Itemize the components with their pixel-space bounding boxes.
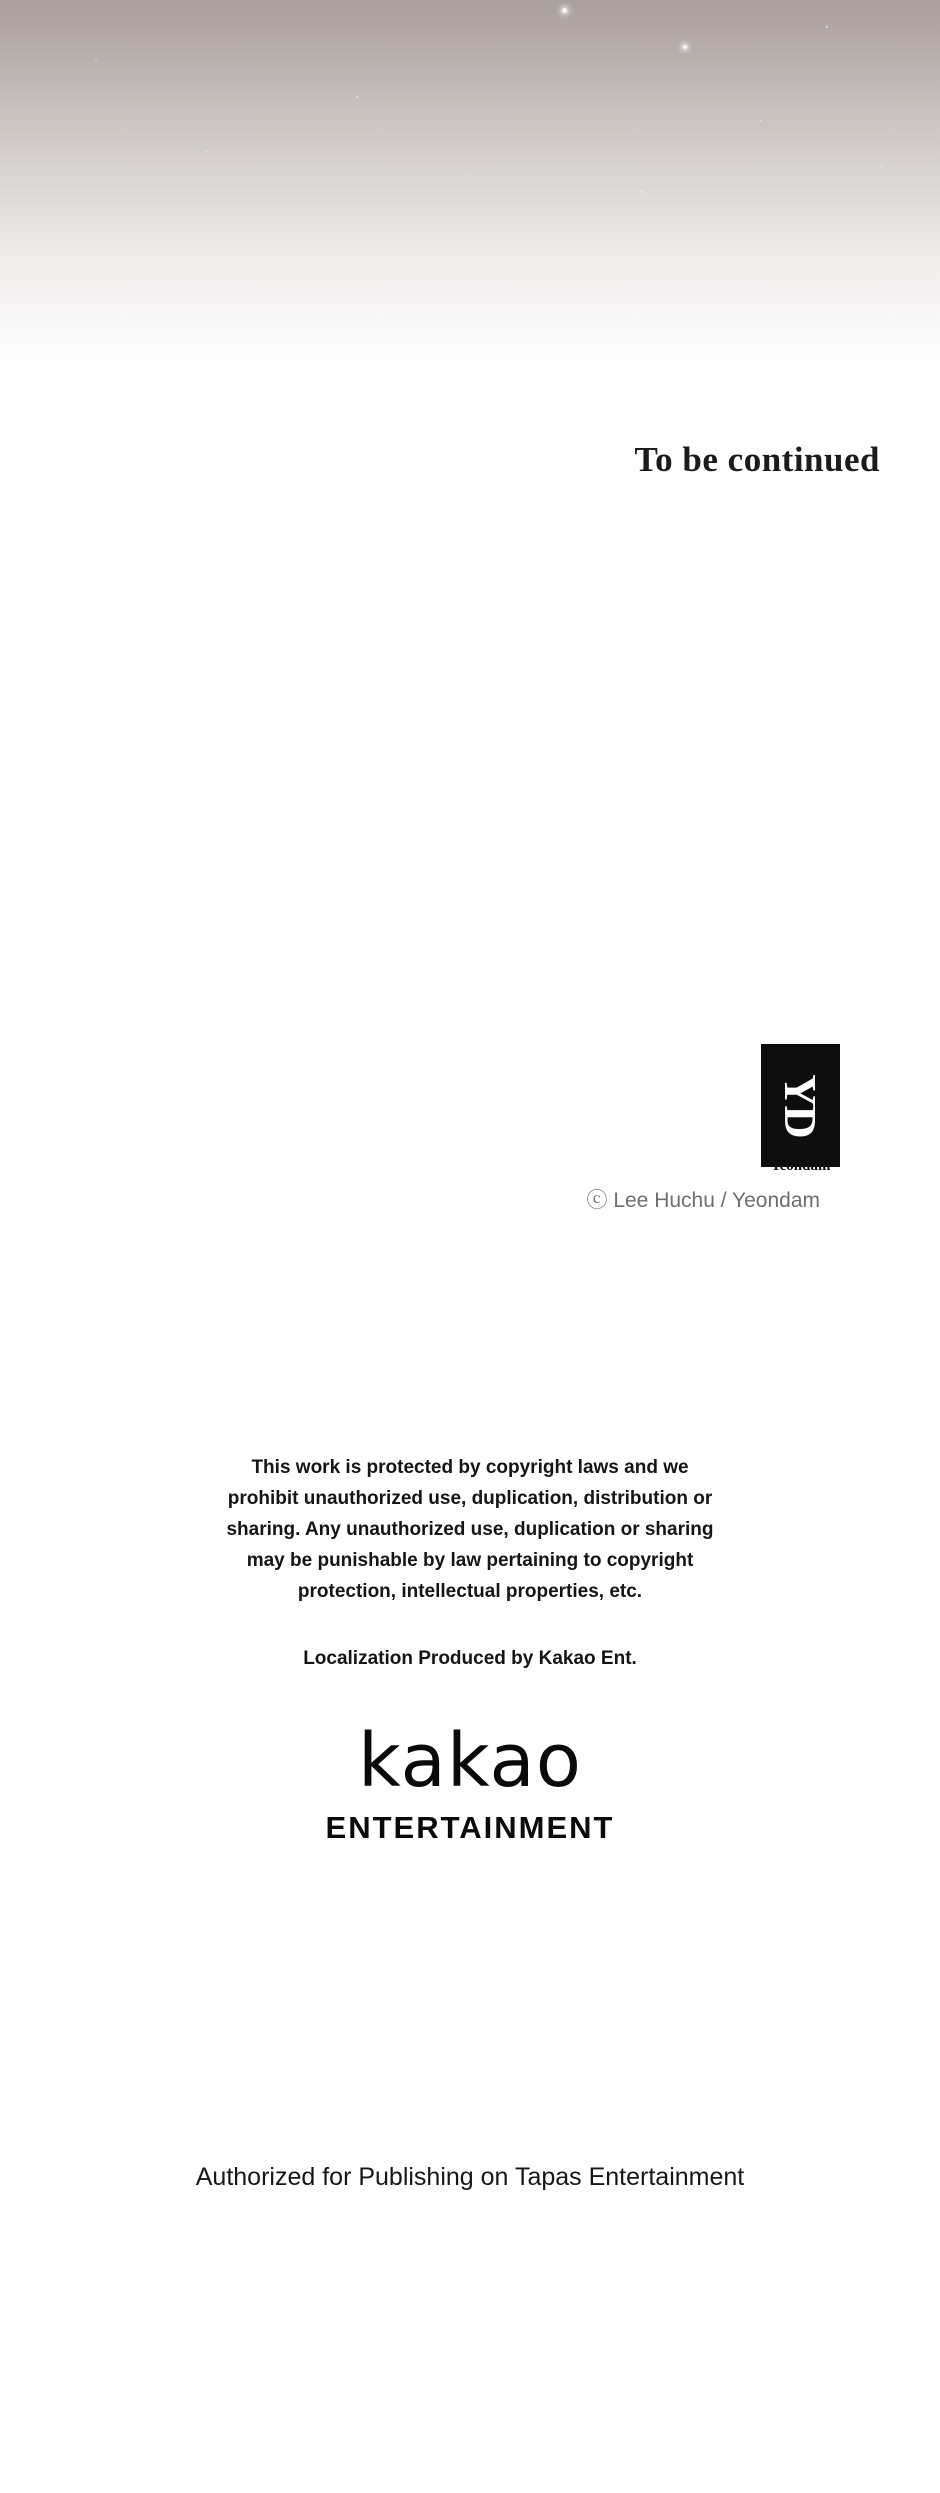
- publisher-logo: [761, 1044, 840, 1194]
- copyright-line: ⓒ Lee Huchu / Yeondam: [586, 1189, 820, 1212]
- credit-row: [0, 1074, 940, 1228]
- star-icon: [683, 45, 687, 49]
- star-icon: [470, 175, 472, 177]
- legal-line: sharing. Any unauthorized use, duplication or sharing: [226, 1519, 714, 1540]
- star-icon: [826, 26, 828, 28]
- kakao-entertainment-logo: [0, 1718, 940, 1846]
- legal-notice: [0, 1452, 940, 1607]
- star-icon: [95, 60, 97, 62]
- authorization-notice: Authorized for Publishing on Tapas Entertainment: [195, 2163, 745, 2191]
- publisher-name: Yeondam: [770, 1158, 831, 1174]
- star-icon: [760, 120, 762, 122]
- legal-line: may be punishable by law pertaining to copyright: [246, 1550, 694, 1571]
- star-icon: [880, 165, 882, 167]
- publisher-mark-glyph: YD: [775, 1074, 826, 1137]
- legal-line: This work is protected by copyright laws and we: [251, 1457, 689, 1478]
- kakao-wordmark: kakao: [357, 1718, 583, 1804]
- kakao-sub-wordmark: ENTERTAINMENT: [325, 1810, 615, 1845]
- to-be-continued-text: To be continued: [634, 440, 880, 479]
- localization-credit: Localization Produced by Kakao Ent.: [303, 1648, 637, 1669]
- star-icon: [356, 96, 358, 98]
- star-icon: [205, 150, 207, 152]
- legal-line: prohibit unauthorized use, duplication, distribution or: [227, 1488, 713, 1509]
- legal-line: protection, intellectual properties, etc.: [297, 1581, 643, 1602]
- sky-gradient-panel: [0, 0, 940, 400]
- publisher-mark-icon: [761, 1044, 840, 1167]
- star-icon: [640, 190, 643, 193]
- star-icon: [562, 8, 567, 13]
